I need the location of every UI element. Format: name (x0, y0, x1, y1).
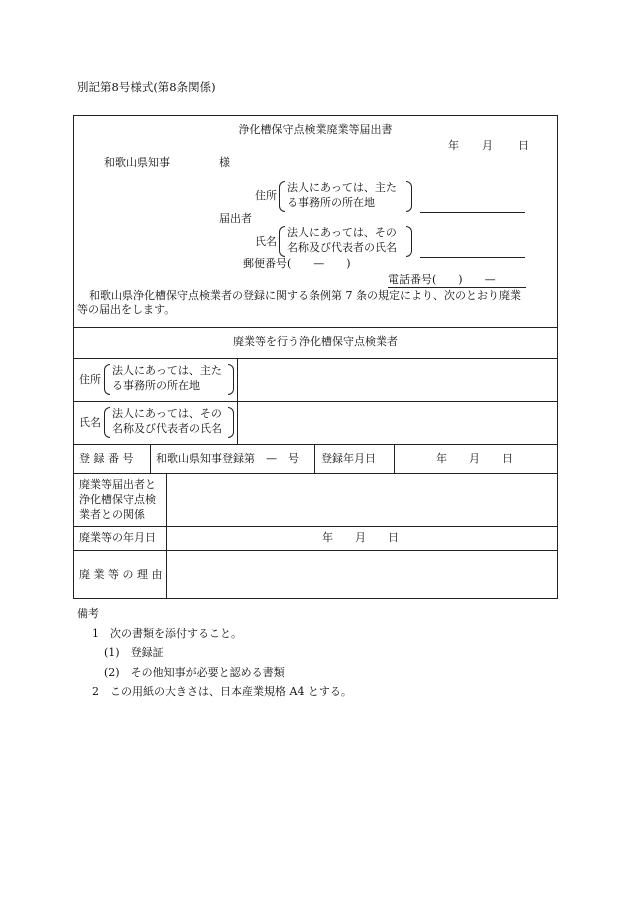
closure-date-value: 年 月 日 (322, 531, 399, 544)
table-divider (237, 358, 238, 444)
operator-name-label: 氏名 (79, 416, 101, 429)
notifier-name-note-2: 名称及び代表者の氏名 (287, 241, 397, 254)
table-header: 廃業等を行う浄化槽保守点検業者 (233, 335, 398, 348)
notifier-address-note-1: 法人にあっては、主た (287, 181, 397, 194)
operator-name-note-1: 法人にあっては、その (112, 407, 222, 420)
form-number: 別記第8号様式(第8条関係) (77, 80, 216, 94)
table-divider (394, 444, 395, 473)
registration-date-label: 登録年月日 (321, 452, 376, 465)
paren-open-icon (104, 407, 110, 438)
table-divider (150, 444, 151, 473)
operator-address-note-1: 法人にあっては、主た (112, 364, 222, 377)
notifier-address-field[interactable] (420, 196, 525, 213)
paren-close-icon (228, 407, 234, 438)
table-divider (73, 327, 558, 328)
paren-close-icon (406, 181, 412, 212)
notifier-name-label: 氏名 (255, 235, 277, 248)
paren-open-icon (104, 364, 110, 395)
notifier-address-label: 住所 (255, 189, 277, 202)
notes-item-1-2: (2) その他知事が必要と認める書類 (104, 666, 285, 679)
form-title: 浄化槽保守点検業廃業等届出書 (238, 123, 393, 136)
paren-open-icon (279, 181, 285, 212)
closure-reason-label: 廃 業 等 の 理 由 (79, 568, 163, 581)
relation-field[interactable] (170, 478, 554, 522)
postal-code-label: 郵便番号( — ) (243, 257, 351, 270)
phone-label: 電話番号( ) — (388, 273, 526, 288)
table-divider (73, 401, 558, 402)
paren-close-icon (228, 364, 234, 395)
table-divider (73, 444, 558, 445)
notes-item-1: 1 次の書類を添付すること。 (92, 627, 242, 640)
notifier-name-field[interactable] (420, 241, 525, 258)
date-day-label: 日 (518, 139, 529, 152)
operator-address-label: 住所 (79, 373, 101, 386)
honorific: 様 (219, 156, 230, 169)
closure-date-label: 廃業等の年月日 (79, 531, 156, 544)
table-divider (314, 444, 315, 473)
table-divider (73, 526, 558, 527)
notes-item-1-1: (1) 登録証 (104, 646, 164, 659)
statement-line-1: 和歌山県浄化槽保守点検業者の登録に関する条例第 7 条の規定により、次のとおり廃業 (89, 289, 521, 302)
paren-open-icon (279, 226, 285, 257)
registration-date-value: 年 月 日 (436, 452, 513, 465)
table-divider (166, 473, 167, 599)
operator-name-note-2: 名称及び代表者の氏名 (112, 422, 222, 435)
notifier-label: 届出者 (219, 212, 252, 225)
notifier-address-note-2: る事務所の所在地 (287, 196, 375, 209)
paren-close-icon (406, 226, 412, 257)
registration-number-label: 登 録 番 号 (79, 452, 134, 465)
notifier-name-note-1: 法人にあっては、その (287, 226, 397, 239)
notes-item-2: 2 この用紙の大きさは、日本産業規格 A4 とする。 (92, 685, 352, 698)
date-year-label: 年 (448, 139, 459, 152)
operator-name-field[interactable] (240, 407, 554, 440)
table-divider (73, 358, 558, 359)
operator-address-note-2: る事務所の所在地 (112, 379, 200, 392)
notes-heading: 備考 (77, 607, 99, 620)
table-divider (73, 550, 558, 551)
relation-label-line-2: 浄化槽保守点検 (79, 493, 156, 506)
registration-number-value: 和歌山県知事登録第 — 号 (156, 452, 299, 465)
operator-address-field[interactable] (240, 364, 554, 397)
relation-label-line-1: 廃業等届出者と (79, 478, 156, 491)
date-month-label: 月 (482, 139, 493, 152)
closure-reason-field[interactable] (170, 554, 554, 596)
relation-label-line-3: 業者との関係 (79, 508, 145, 521)
addressee: 和歌山県知事 (104, 156, 170, 169)
statement-line-2: 等の届出をします。 (77, 303, 176, 316)
table-divider (73, 473, 558, 474)
